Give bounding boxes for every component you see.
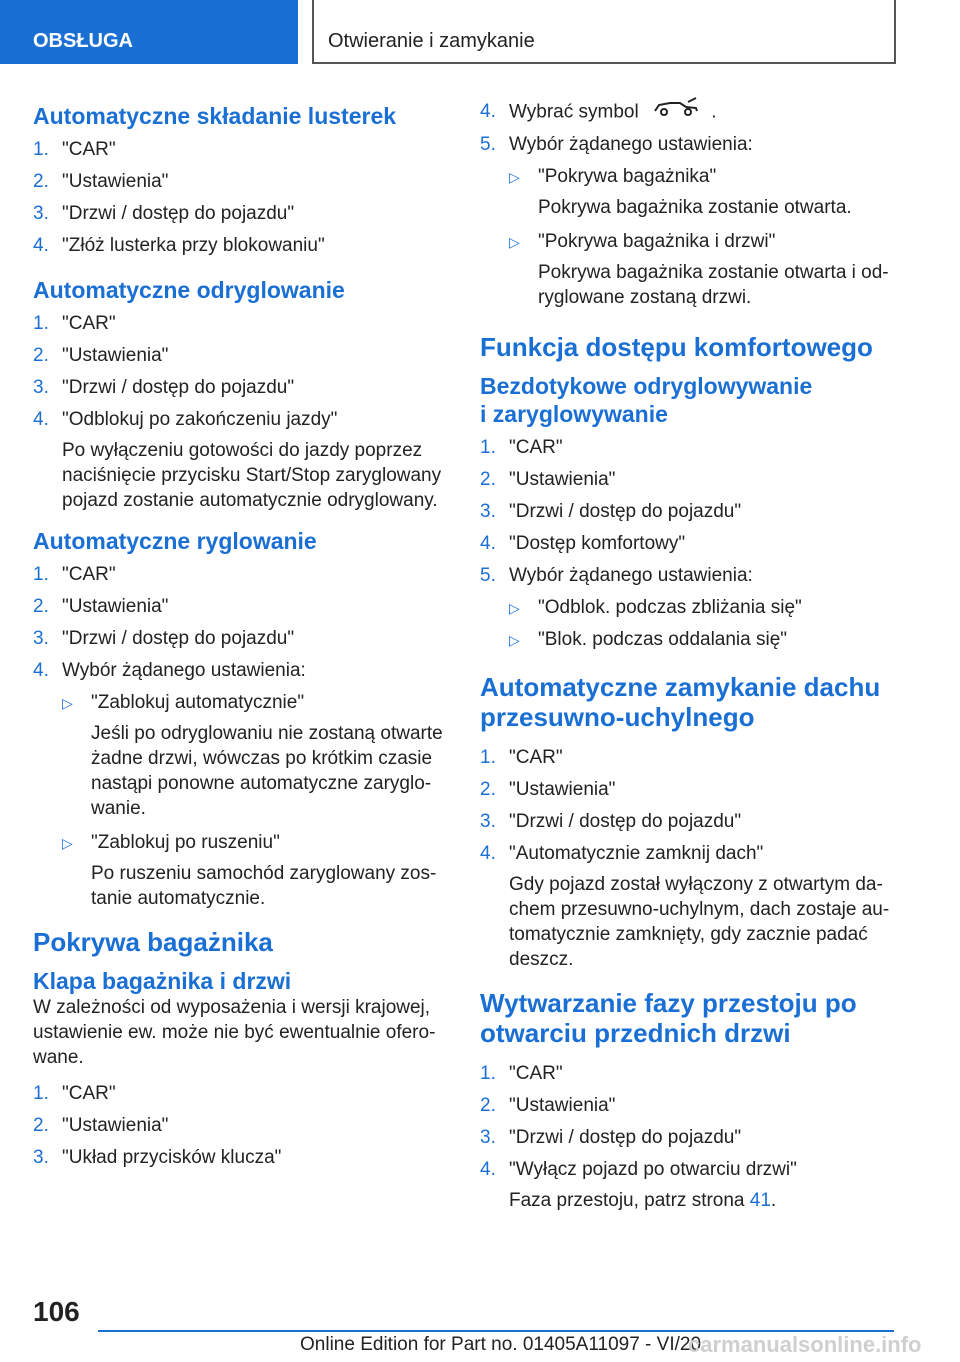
- list-item: 1. "CAR": [33, 1083, 116, 1104]
- list-item: 5. Wybór żądanego ustawienia:: [480, 134, 753, 155]
- heading-trunk-doors: Klapa bagażnika i drzwi: [33, 968, 292, 994]
- heading-roof: Automatyczne zamykanie dachu przesuwno-uchylnego: [480, 672, 881, 732]
- header-chapter-title: Otwieranie i zamykanie: [312, 0, 896, 64]
- heading-standby: Wytwarzanie fazy przestoju po otwarciu przednich drzwi: [480, 988, 857, 1048]
- note-text: Pokrywa bagażnika zostanie otwarta.: [538, 197, 852, 218]
- heading-unlock: Automatyczne odryglowanie: [33, 277, 345, 303]
- list-item: 4. "Automatycznie zamknij dach": [480, 843, 764, 864]
- list-item: 4. "Odblokuj po zakończeniu jazdy": [33, 409, 338, 430]
- bullet-triangle-icon: ▷: [509, 632, 520, 648]
- list-item: 1. "CAR": [480, 1063, 563, 1084]
- footer-edition: Online Edition for Part no. 01405A11097 - VI/20: [300, 1334, 702, 1355]
- paragraph: W zależności od wyposażenia i wersji krajowej, ustawienie ew. może nie być ewentualnie ofero- wane.: [33, 997, 436, 1068]
- list-item: 4. Wybrać symbol .: [480, 96, 900, 129]
- heading-mirrors: Automatyczne składanie lusterek: [33, 103, 397, 129]
- right-column: [480, 96, 900, 1219]
- list-item: 3. "Drzwi / dostęp do pojazdu": [33, 628, 295, 649]
- list-item: 4. "Wyłącz pojazd po otwarciu drzwi": [480, 1159, 797, 1180]
- list-item: 3. "Układ przycisków klucza": [33, 1147, 282, 1168]
- heading-comfort-sub: Bezdotykowe odryglowywanie i zaryglowywanie: [480, 373, 813, 427]
- list-item: 2. "Ustawienia": [480, 779, 616, 800]
- list-item: 1. "CAR": [480, 437, 563, 458]
- option-item: ▷ "Zablokuj po ruszeniu": [33, 827, 453, 859]
- option-item: ▷ "Blok. podczas oddalania się": [480, 624, 900, 656]
- heading-lock: Automatyczne ryglowanie: [33, 528, 317, 554]
- bullet-triangle-icon: ▷: [509, 169, 520, 185]
- list-item: 1. "CAR": [480, 747, 563, 768]
- note-text: Jeśli po odryglowaniu nie zostaną otwarte żadne drzwi, wówczas po krótkim czasie nastąpi ponowne automatyczne zaryglo- wanie.: [91, 723, 443, 819]
- list-item: 3. "Drzwi / dostęp do pojazdu": [33, 203, 295, 224]
- bullet-triangle-icon: ▷: [62, 695, 73, 711]
- list-item: 2. "Ustawienia": [480, 1095, 616, 1116]
- note-text: Faza przestoju, patrz strona 41.: [509, 1190, 777, 1211]
- option-item: ▷ "Pokrywa bagażnika": [480, 161, 900, 193]
- header-section-tab: OBSŁUGA: [0, 0, 298, 64]
- list-item: 2. "Ustawienia": [33, 171, 169, 192]
- car-open-trunk-icon: [652, 96, 700, 129]
- list-item: 4. Wybór żądanego ustawienia:: [33, 660, 306, 681]
- option-item: ▷ "Pokrywa bagażnika i drzwi": [480, 226, 900, 258]
- list-item: 1. "CAR": [33, 139, 116, 160]
- list-item: 3. "Drzwi / dostęp do pojazdu": [480, 501, 742, 522]
- list-item: 2. "Ustawienia": [33, 345, 169, 366]
- list-item: 3. "Drzwi / dostęp do pojazdu": [480, 1127, 742, 1148]
- watermark: carmanualsonline.info: [688, 1332, 922, 1357]
- heading-trunk: Pokrywa bagażnika: [33, 927, 273, 957]
- bullet-triangle-icon: ▷: [509, 234, 520, 250]
- list-item: 4. "Dostęp komfortowy": [480, 533, 686, 554]
- heading-comfort: Funkcja dostępu komfortowego: [480, 332, 873, 362]
- list-item: 1. "CAR": [33, 564, 116, 585]
- bullet-triangle-icon: ▷: [62, 835, 73, 851]
- list-item: 2. "Ustawienia": [33, 1115, 169, 1136]
- left-column: [33, 96, 453, 1174]
- list-item: 2. "Ustawienia": [480, 469, 616, 490]
- note-text: Po wyłączeniu gotowości do jazdy poprzez naciśnięcie przycisku Start/Stop zaryglowany pojazd zostanie automatycznie odryglowany.: [62, 440, 442, 511]
- list-item: 3. "Drzwi / dostęp do pojazdu": [33, 377, 295, 398]
- list-item: 4. "Złóż lusterka przy blokowaniu": [33, 235, 325, 256]
- note-text: Po ruszeniu samochód zaryglowany zos- tanie automatycznie.: [91, 863, 437, 909]
- note-text: Pokrywa bagażnika zostanie otwarta i od- ryglowane zostaną drzwi.: [538, 262, 889, 308]
- option-item: ▷ "Zablokuj automatycznie": [33, 687, 453, 719]
- list-item: 1. "CAR": [33, 313, 116, 334]
- bullet-triangle-icon: ▷: [509, 600, 520, 616]
- option-item: ▷ "Odblok. podczas zbliżania się": [480, 592, 900, 624]
- list-item: 5. Wybór żądanego ustawienia:: [480, 565, 753, 586]
- list-item: 3. "Drzwi / dostęp do pojazdu": [480, 811, 742, 832]
- note-text: Gdy pojazd został wyłączony z otwartym da- chem przesuwno-uchylnym, dach zostaje au- tomatycznie zamknięty, gdy zacznie padać deszcz.: [509, 874, 890, 970]
- list-item: 2. "Ustawienia": [33, 596, 169, 617]
- page-number: 106: [33, 1296, 80, 1327]
- page-link[interactable]: 41: [749, 1190, 771, 1211]
